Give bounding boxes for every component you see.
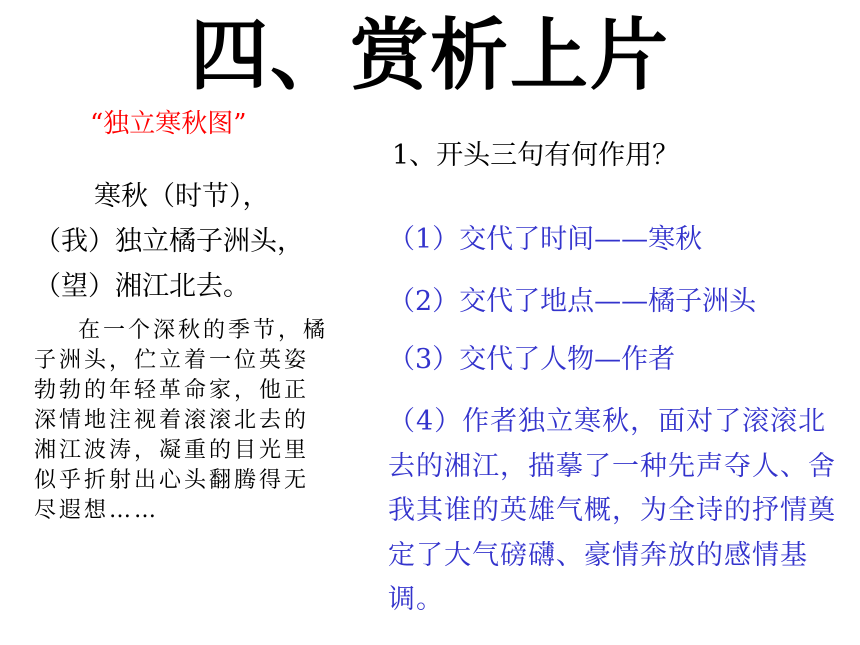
answer-2: （2）交代了地点——橘子洲头 xyxy=(388,286,757,317)
paraphrase-text: 在一个深秋的季节，橘子洲头，伫立着一位英姿勃勃的年轻革命家，他正深情地注视着滚滚北去的湘江波涛，凝重的目光里似乎折射出心头翻腾得无尽遐想…… xyxy=(34,318,329,523)
slide-title: 四、赏析上片 xyxy=(189,11,670,101)
answer-3: （3）交代了人物—作者 xyxy=(388,344,676,375)
answer-1: （1）交代了时间——寒秋 xyxy=(388,224,703,255)
poem-lines xyxy=(34,174,304,309)
poem-line-2: （我）独立橘子洲头， xyxy=(34,226,304,257)
poem-line-1: 寒秋（时节）， xyxy=(94,181,270,212)
question: 1、开头三句有何作用？ xyxy=(392,140,680,171)
poem-line-3: （望）湘江北去。 xyxy=(34,271,250,302)
subtitle: “独立寒秋图” xyxy=(90,109,247,139)
answer-4: （4）作者独立寒秋，面对了滚滚北去的湘江，描摹了一种先声夺人、舍我其谁的英雄气概，为全诗的抒情奠定了大气磅礴、豪情奔放的感情基调。 xyxy=(388,406,836,615)
